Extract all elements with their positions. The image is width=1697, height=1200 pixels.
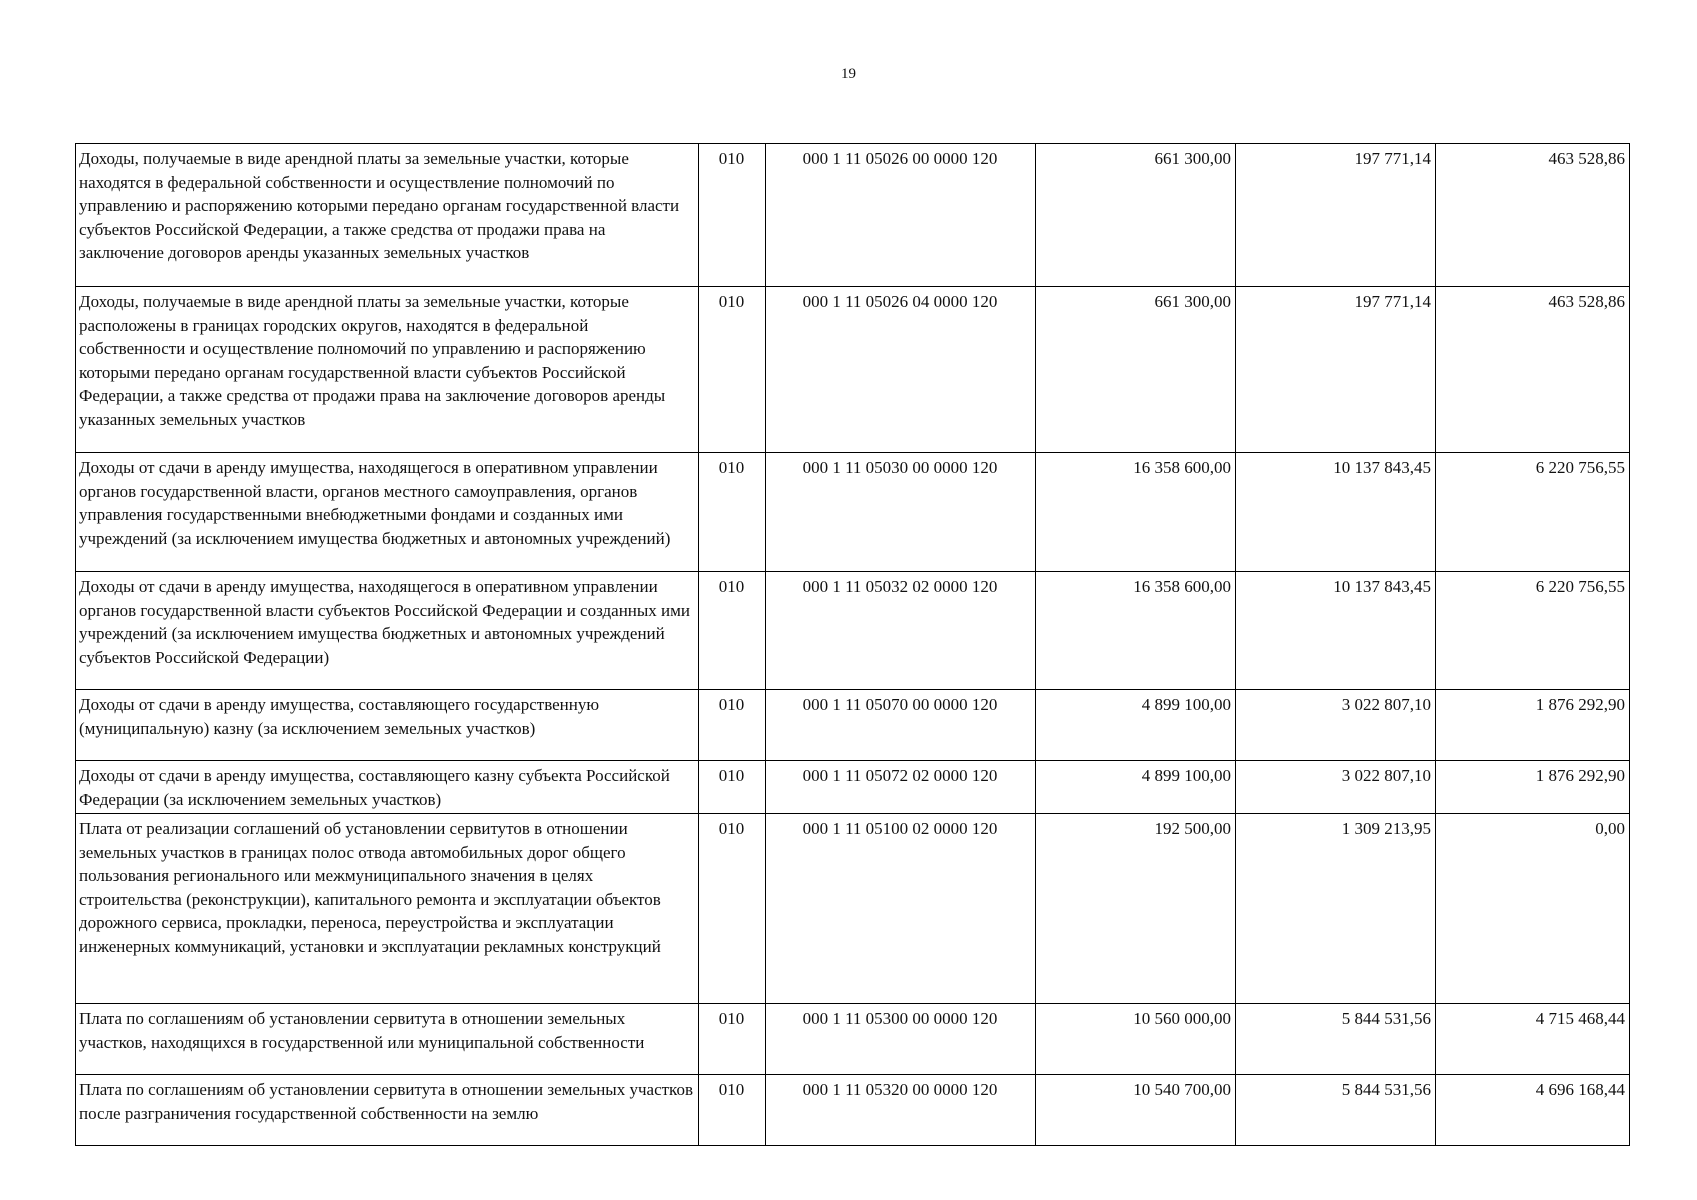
admin-code-cell: 010 (699, 453, 766, 572)
admin-code-cell: 010 (699, 572, 766, 690)
budget-classification-code-cell: 000 1 11 05032 02 0000 120 (766, 572, 1036, 690)
executed-amount-cell: 10 137 843,45 (1236, 572, 1436, 690)
budget-classification-code-cell: 000 1 11 05026 00 0000 120 (766, 144, 1036, 287)
table-row (76, 690, 1630, 761)
unexecuted-amount-cell: 6 220 756,55 (1436, 572, 1630, 690)
unexecuted-amount-cell: 4 696 168,44 (1436, 1075, 1630, 1146)
table-row (76, 761, 1630, 814)
admin-code-cell: 010 (699, 144, 766, 287)
admin-code-cell: 010 (699, 761, 766, 814)
unexecuted-amount-cell: 4 715 468,44 (1436, 1004, 1630, 1075)
budget-classification-code-cell: 000 1 11 05100 02 0000 120 (766, 814, 1036, 1004)
income-name-cell: Доходы, получаемые в виде арендной платы за земельные участки, которые находятся в федеральной собственности и осуществление полномочий по управлению и распоряжению которыми передано органам государственной власти субъектов Российской Федерации, а также средства от продажи права на заключение договоров аренды указанных земельных участков (76, 144, 699, 287)
admin-code-cell: 010 (699, 814, 766, 1004)
approved-amount-cell: 661 300,00 (1036, 144, 1236, 287)
executed-amount-cell: 5 844 531,56 (1236, 1004, 1436, 1075)
table-row (76, 814, 1630, 1004)
admin-code-cell: 010 (699, 287, 766, 453)
budget-classification-code-cell: 000 1 11 05070 00 0000 120 (766, 690, 1036, 761)
approved-amount-cell: 661 300,00 (1036, 287, 1236, 453)
executed-amount-cell: 3 022 807,10 (1236, 690, 1436, 761)
revenue-table (75, 143, 1630, 1146)
approved-amount-cell: 4 899 100,00 (1036, 690, 1236, 761)
approved-amount-cell: 16 358 600,00 (1036, 453, 1236, 572)
approved-amount-cell: 4 899 100,00 (1036, 761, 1236, 814)
income-name-cell: Плата по соглашениям об установлении сервитута в отношении земельных участков, находящихся в государственной или муниципальной собственности (76, 1004, 699, 1075)
approved-amount-cell: 10 540 700,00 (1036, 1075, 1236, 1146)
admin-code-cell: 010 (699, 690, 766, 761)
budget-classification-code-cell: 000 1 11 05320 00 0000 120 (766, 1075, 1036, 1146)
budget-classification-code-cell: 000 1 11 05030 00 0000 120 (766, 453, 1036, 572)
table-row (76, 287, 1630, 453)
table-row (76, 1004, 1630, 1075)
income-name-cell: Доходы от сдачи в аренду имущества, находящегося в оперативном управлении органов государственной власти субъектов Российской Федерации и созданных ими учреждений (за исключением имущества бюджетных и автономных учреждений субъектов Российской Федерации) (76, 572, 699, 690)
budget-classification-code-cell: 000 1 11 05072 02 0000 120 (766, 761, 1036, 814)
executed-amount-cell: 5 844 531,56 (1236, 1075, 1436, 1146)
unexecuted-amount-cell: 463 528,86 (1436, 287, 1630, 453)
page-number: 19 (841, 66, 856, 82)
unexecuted-amount-cell: 1 876 292,90 (1436, 690, 1630, 761)
income-name-cell: Доходы, получаемые в виде арендной платы за земельные участки, которые расположены в границах городских округов, находятся в федеральной собственности и осуществление полномочий по управлению и распоряжению которыми передано органам государственной власти субъектов Российской Федерации, а также средства от продажи права на заключение договоров аренды указанных земельных участков (76, 287, 699, 453)
unexecuted-amount-cell: 463 528,86 (1436, 144, 1630, 287)
income-name-cell: Плата от реализации соглашений об установлении сервитутов в отношении земельных участков в границах полос отвода автомобильных дорог общего пользования регионального или межмуниципального значения в целях строительства (реконструкции), капитального ремонта и эксплуатации объектов дорожного сервиса, прокладки, переноса, переустройства и эксплуатации инженерных коммуникаций, установки и эксплуатации рекламных конструкций (76, 814, 699, 1004)
table-row (76, 453, 1630, 572)
executed-amount-cell: 10 137 843,45 (1236, 453, 1436, 572)
income-name-cell: Доходы от сдачи в аренду имущества, находящегося в оперативном управлении органов государственной власти, органов местного самоуправления, органов управления государственными внебюджетными фондами и созданных ими учреждений (за исключением имущества бюджетных и автономных учреждений) (76, 453, 699, 572)
executed-amount-cell: 1 309 213,95 (1236, 814, 1436, 1004)
executed-amount-cell: 3 022 807,10 (1236, 761, 1436, 814)
table-row (76, 144, 1630, 287)
executed-amount-cell: 197 771,14 (1236, 287, 1436, 453)
admin-code-cell: 010 (699, 1075, 766, 1146)
income-name-cell: Доходы от сдачи в аренду имущества, составляющего государственную (муниципальную) казну (за исключением земельных участков) (76, 690, 699, 761)
table-row (76, 572, 1630, 690)
income-name-cell: Доходы от сдачи в аренду имущества, составляющего казну субъекта Российской Федерации (за исключением земельных участков) (76, 761, 699, 814)
approved-amount-cell: 16 358 600,00 (1036, 572, 1236, 690)
unexecuted-amount-cell: 0,00 (1436, 814, 1630, 1004)
unexecuted-amount-cell: 6 220 756,55 (1436, 453, 1630, 572)
table-row (76, 1075, 1630, 1146)
executed-amount-cell: 197 771,14 (1236, 144, 1436, 287)
budget-classification-code-cell: 000 1 11 05026 04 0000 120 (766, 287, 1036, 453)
approved-amount-cell: 192 500,00 (1036, 814, 1236, 1004)
budget-classification-code-cell: 000 1 11 05300 00 0000 120 (766, 1004, 1036, 1075)
admin-code-cell: 010 (699, 1004, 766, 1075)
unexecuted-amount-cell: 1 876 292,90 (1436, 761, 1630, 814)
approved-amount-cell: 10 560 000,00 (1036, 1004, 1236, 1075)
income-name-cell: Плата по соглашениям об установлении сервитута в отношении земельных участков после разграничения государственной собственности на землю (76, 1075, 699, 1146)
